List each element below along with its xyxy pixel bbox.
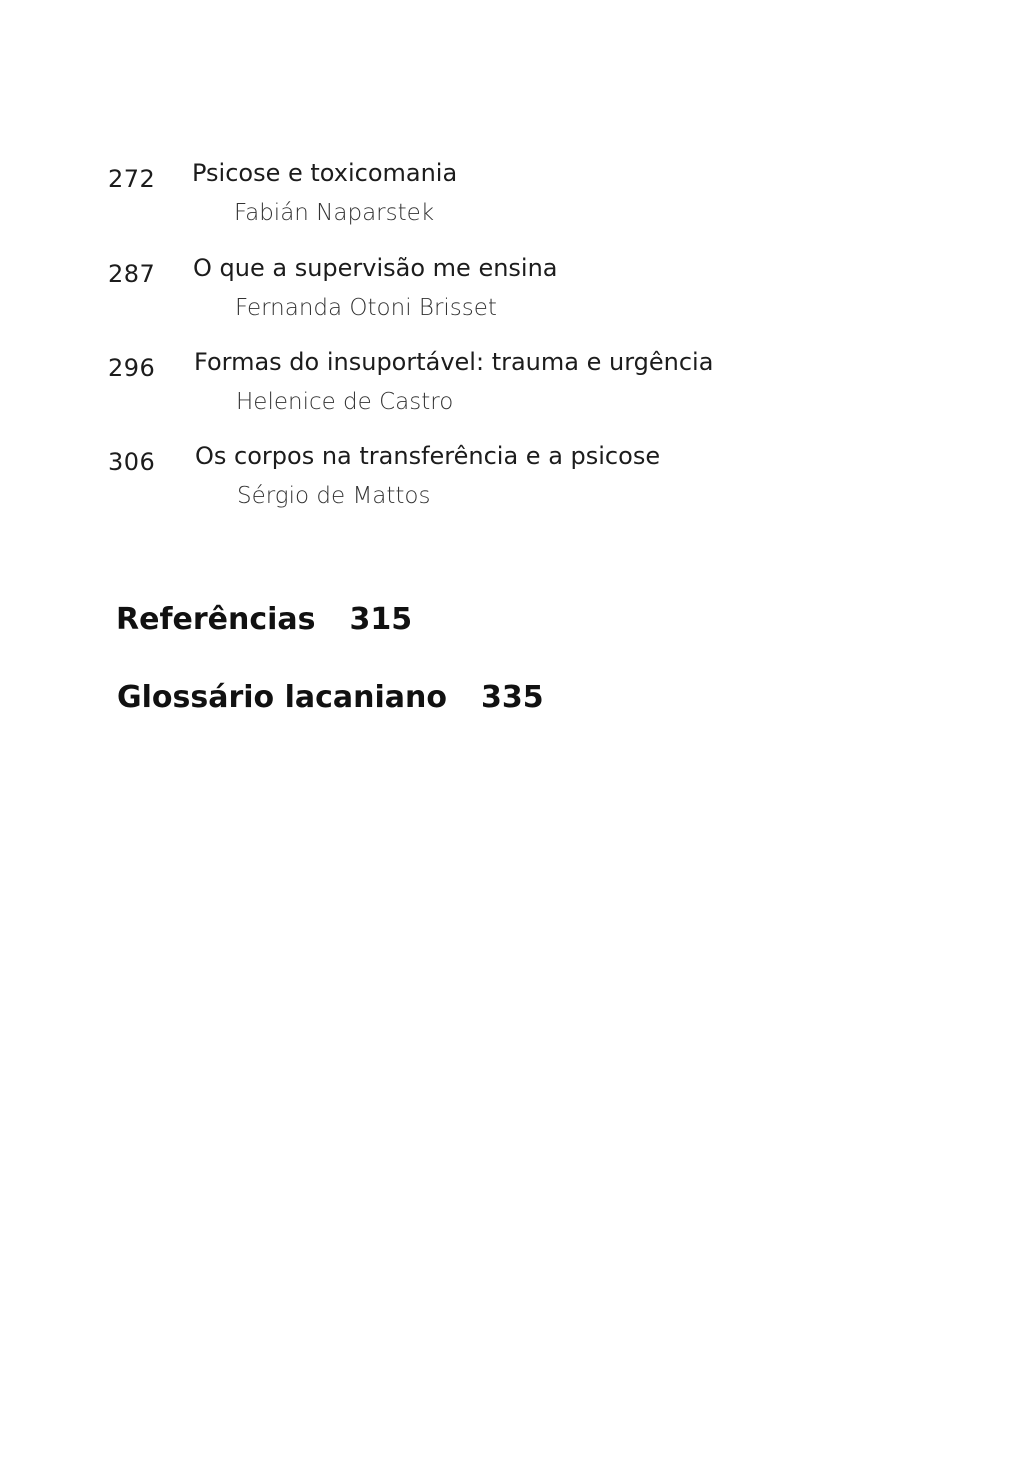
section-page-number: 335 [481, 680, 544, 715]
entry-title: Psicose e toxicomania [192, 159, 458, 187]
section-glossary [117, 680, 544, 716]
section-title: Referências [116, 602, 316, 637]
entry-page-number: 287 [108, 260, 156, 288]
entry-author: Fernanda Otoni Brisset [235, 295, 497, 321]
toc-entry [0, 442, 1024, 537]
section-title: Glossário lacaniano [117, 680, 448, 715]
toc-entry [0, 348, 1024, 443]
entry-author: Helenice de Castro [236, 389, 454, 415]
entry-page-number: 296 [108, 354, 156, 382]
toc-entry [0, 159, 1024, 254]
entry-author: Sérgio de Mattos [237, 483, 431, 509]
entry-title: Os corpos na transferência e a psicose [195, 442, 661, 470]
entry-title: O que a supervisão me ensina [193, 254, 558, 282]
entry-title: Formas do insuportável: trauma e urgência [194, 348, 714, 376]
section-page-number: 315 [349, 602, 413, 637]
toc-entry [0, 254, 1024, 349]
entry-page-number: 272 [108, 165, 156, 193]
section-references [116, 602, 412, 638]
entry-author: Fabián Naparstek [234, 200, 435, 226]
entry-page-number: 306 [108, 448, 156, 476]
